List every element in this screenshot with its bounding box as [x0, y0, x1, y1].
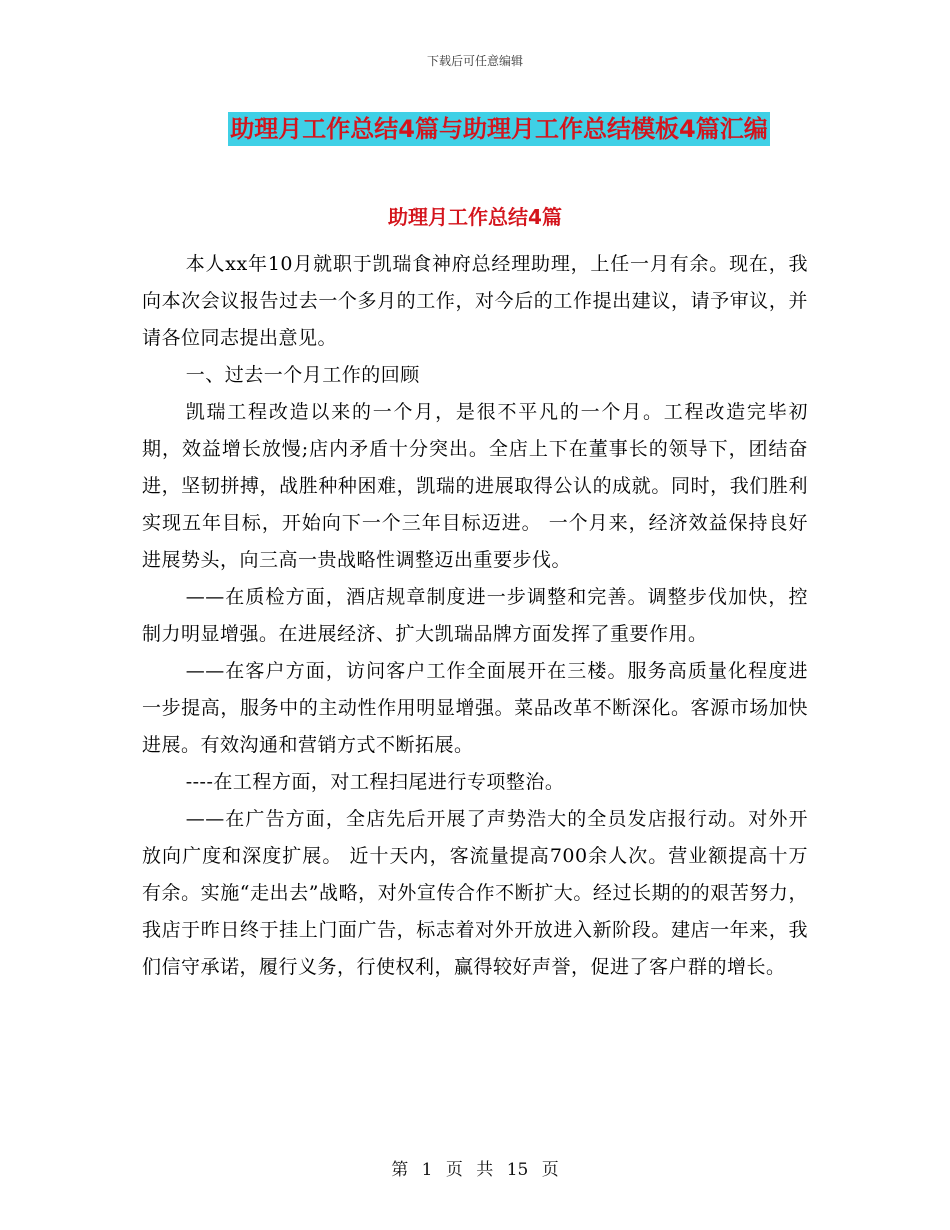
paragraph: 一、过去一个月工作的回顾 [185, 364, 420, 386]
section-title: 助理月工作总结4篇 [388, 205, 562, 229]
paragraph: ----在工程方面，对工程扫尾进行专项整治。 [185, 771, 565, 793]
paragraph: ——在广告方面，全店先后开展了声势浩大的全员发店报行动。对外开放向广度和深度扩展。 近十天内，客流量提高700余人次。营业额提高十万有余。实施“走出去”战略，对外宣传合作不断扩大。经过长期的的艰苦努力，我店于昨日终于挂上门面广告，标志着对外开放进入新阶段。建店一年来，我们信守承诺，履行义务，行使权利，赢得较好声誉，促进了客户群的增长。 [142, 808, 808, 978]
footer-total-prefix: 共 [476, 1160, 494, 1180]
page-footer [0, 1155, 950, 1180]
document-body [142, 246, 808, 986]
paragraph: 本人xx年10月就职于凯瑞食神府总经理助理，上任一月有余。现在，我向本次会议报告过去一个多月的工作，对今后的工作提出建议，请予审议，并请各位同志提出意见。 [142, 253, 808, 349]
footer-page-prefix: 第 [391, 1160, 409, 1180]
document-title: 助理月工作总结4篇与助理月工作总结模板4篇汇编 [228, 112, 769, 146]
page-header-note: 下载后可任意编辑 [426, 54, 523, 68]
footer-total-pages: 15 [506, 1160, 529, 1180]
document-title-container [0, 112, 950, 146]
paragraph: ——在质检方面，酒店规章制度进一步调整和完善。调整步伐加快，控制力明显增强。在进展经济、扩大凯瑞品牌方面发挥了重要作用。 [142, 586, 808, 645]
paragraph: ——在客户方面，访问客户工作全面展开在三楼。服务高质量化程度进一步提高，服务中的主动性作用明显增强。菜品改革不断深化。客源市场加快进展。有效沟通和营销方式不断拓展。 [142, 660, 808, 756]
paragraph: 凯瑞工程改造以来的一个月，是很不平凡的一个月。工程改造完毕初期，效益增长放慢;店内矛盾十分突出。全店上下在董事长的领导下，团结奋进，坚韧拼搏，战胜种种困难，凯瑞的进展取得公认的成就。同时，我们胜利实现五年目标，开始向下一个三年目标迈进。 一个月来，经济效益保持良好进展势头，向三高一贵战略性调整迈出重要步伐。 [142, 401, 808, 571]
footer-page-mid: 页 [445, 1160, 463, 1180]
footer-page-number: 1 [421, 1160, 433, 1180]
footer-page-suffix: 页 [541, 1160, 559, 1180]
